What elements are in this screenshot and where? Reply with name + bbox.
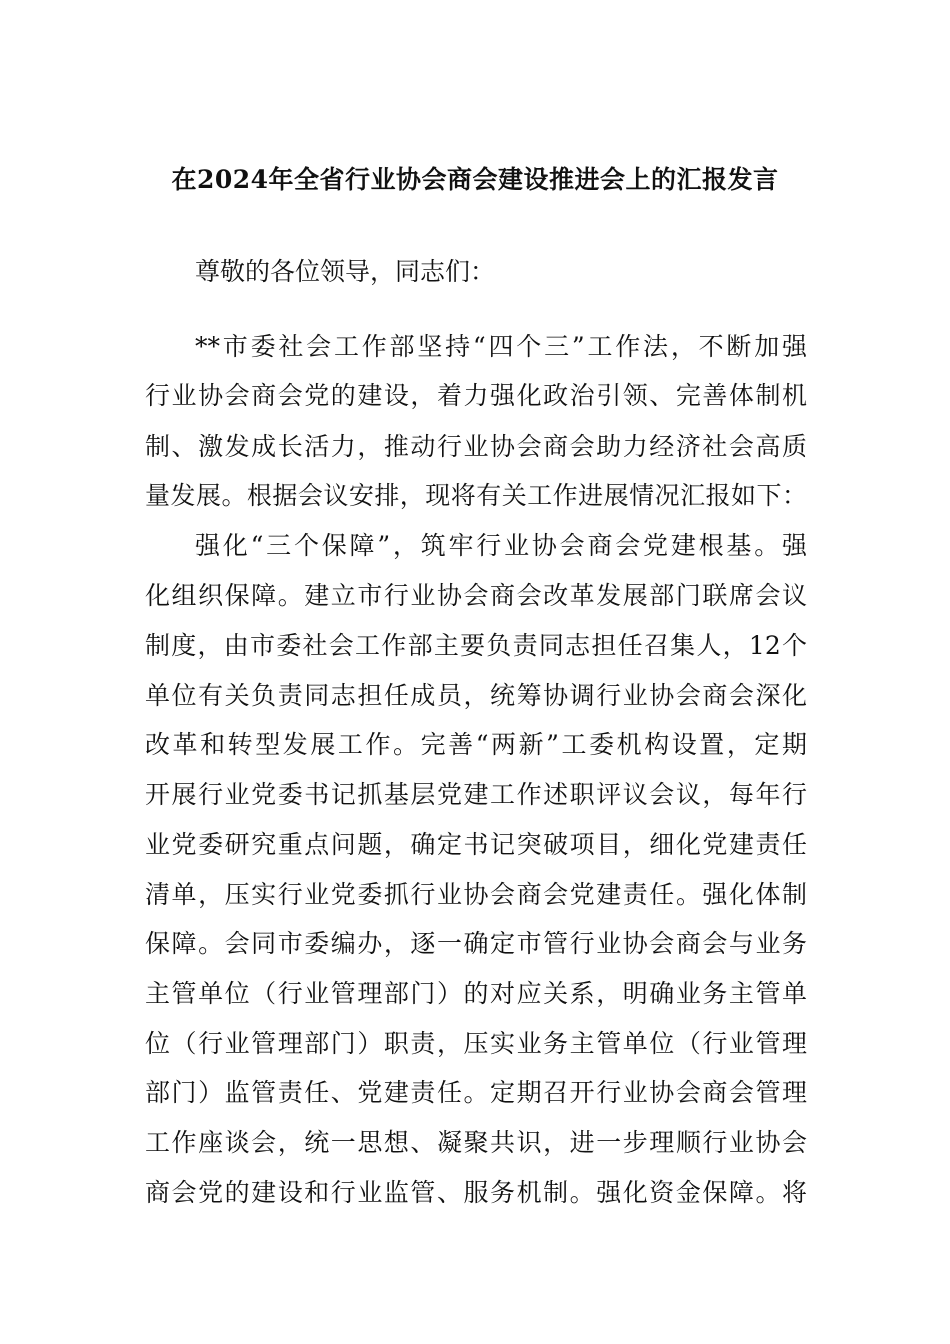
body-line-9: 改革和转型发展工作。完善“两新”工委机构设置，定期 <box>145 730 807 759</box>
greeting-line: 尊敬的各位领导，同志们： <box>195 257 496 286</box>
body-line-2: 行业协会商会党的建设，着力强化政治引领、完善体制机 <box>145 381 807 410</box>
body-line-4: 量发展。根据会议安排，现将有关工作进展情况汇报如下： <box>145 481 807 510</box>
document-title: 在2024年全省行业协会商会建设推进会上的汇报发言 <box>171 165 779 194</box>
body-line-7: 制度，由市委社会工作部主要负责同志担任召集人，12个 <box>145 631 807 660</box>
body-line-12: 清单，压实行业党委抓行业协会商会党建责任。强化体制 <box>145 880 807 909</box>
body-line-3: 制、激发成长活力，推动行业协会商会助力经济社会高质 <box>145 432 807 461</box>
body-line-6: 化组织保障。建立市行业协会商会改革发展部门联席会议 <box>145 581 807 610</box>
body-line-1: **市委社会工作部坚持“四个三”工作法，不断加强 <box>195 332 807 361</box>
body-line-18: 商会党的建设和行业监管、服务机制。强化资金保障。将 <box>145 1178 807 1207</box>
body-line-15: 位（行业管理部门）职责，压实业务主管单位（行业管理 <box>145 1029 807 1058</box>
body-line-14: 主管单位（行业管理部门）的对应关系，明确业务主管单 <box>145 979 807 1008</box>
body-line-16: 部门）监管责任、党建责任。定期召开行业协会商会管理 <box>145 1078 807 1107</box>
body-line-11: 业党委研究重点问题，确定书记突破项目，细化党建责任 <box>145 830 807 859</box>
body-line-10: 开展行业党委书记抓基层党建工作述职评议会议，每年行 <box>145 780 807 809</box>
body-line-17: 工作座谈会，统一思想、凝聚共识，进一步理顺行业协会 <box>145 1128 807 1157</box>
body-line-5: 强化“三个保障”，筑牢行业协会商会党建根基。强 <box>195 531 807 560</box>
body-line-8: 单位有关负责同志担任成员，统筹协调行业协会商会深化 <box>145 681 807 710</box>
body-line-13: 保障。会同市委编办，逐一确定市管行业协会商会与业务 <box>145 929 807 958</box>
